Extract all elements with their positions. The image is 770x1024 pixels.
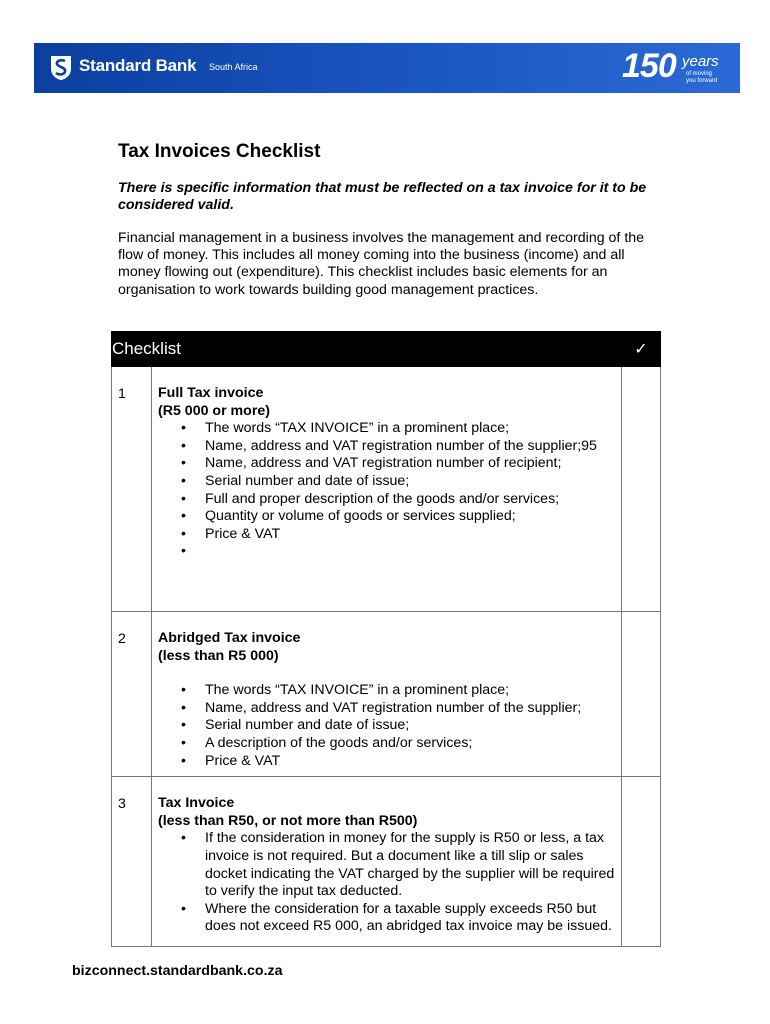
list-item: • Name, address and VAT registration number of the supplier; — [205, 700, 621, 718]
checklist-table — [111, 331, 661, 947]
bullet-list — [158, 830, 621, 936]
bullet-list — [158, 682, 621, 770]
list-item: • Name, address and VAT registration number of recipient; — [205, 455, 621, 473]
anniversary-number: 150 — [622, 47, 676, 85]
anniversary-word: years — [682, 53, 719, 70]
table-row — [112, 777, 661, 947]
bullet-list — [158, 420, 621, 560]
list-item: • Serial number and date of issue; — [205, 473, 621, 491]
intro-paragraph: Financial management in a business involves the management and recording of the flow of money. This includes all money coming into the business (income) and all money flowing out (expenditure). This checklist includes basic elements for an organisation to work towards building good management practices. — [118, 230, 645, 298]
row-content — [152, 777, 622, 947]
bank-name: Standard Bank — [79, 56, 197, 75]
row-heading: Tax Invoice — [158, 795, 235, 812]
row-number: 3 — [112, 777, 152, 947]
list-item: • Full and proper description of the goods and/or services; — [205, 491, 621, 509]
anniversary-logo — [622, 49, 726, 87]
table-row — [112, 612, 661, 777]
row-heading: Full Tax invoice — [158, 385, 264, 401]
row-subheading: (less than R50, or not more than R500) — [158, 812, 418, 829]
list-item: • Serial number and date of issue; — [205, 717, 621, 735]
region-label: South Africa — [209, 62, 258, 72]
row-subheading: (less than R5 000) — [158, 647, 279, 664]
check-cell[interactable] — [622, 612, 661, 777]
check-cell[interactable] — [622, 367, 661, 612]
anniversary-tagline-2: you forward — [686, 78, 718, 84]
list-item: • Name, address and VAT registration number of the supplier;95 — [205, 438, 621, 456]
checklist-header-row — [112, 332, 661, 367]
row-number: 2 — [112, 612, 152, 777]
anniversary-tagline-1: of moving — [686, 71, 713, 77]
header-banner — [34, 43, 740, 93]
list-item-empty — [205, 543, 621, 560]
list-item: • A description of the goods and/or services; — [205, 735, 621, 753]
table-row — [112, 367, 661, 612]
row-heading: Abridged Tax invoice — [158, 630, 301, 646]
shield-logo-icon — [50, 55, 72, 81]
checkmark-icon: ✓ — [622, 332, 661, 367]
checklist-header-label: Checklist — [112, 332, 622, 367]
footer-url[interactable]: bizconnect.standardbank.co.za — [72, 963, 283, 979]
list-item: • Quantity or volume of goods or services supplied; — [205, 508, 621, 526]
list-item: • Price & VAT — [205, 526, 621, 544]
list-item: • The words “TAX INVOICE” in a prominent place; — [205, 682, 621, 700]
row-number: 1 — [112, 367, 152, 612]
list-item: • If the consideration in money for the supply is R50 or less, a tax invoice is not required. But a document like a till slip or sales docket indicating the VAT charged by the supplier will be required to verify the input tax deducted. — [205, 830, 615, 900]
row-subheading: (R5 000 or more) — [158, 402, 270, 419]
page-title: Tax Invoices Checklist — [118, 141, 321, 162]
check-cell[interactable] — [622, 777, 661, 947]
list-item: • Where the consideration for a taxable supply exceeds R50 but does not exceed R5 000, an abridged tax invoice may be issued. — [205, 901, 615, 936]
list-item: • The words “TAX INVOICE” in a prominent place; — [205, 420, 621, 438]
row-content — [152, 612, 622, 777]
list-item: • Price & VAT — [205, 753, 621, 771]
subtitle: There is specific information that must be reflected on a tax invoice for it to be considered valid. — [118, 180, 647, 213]
row-content — [152, 367, 622, 612]
